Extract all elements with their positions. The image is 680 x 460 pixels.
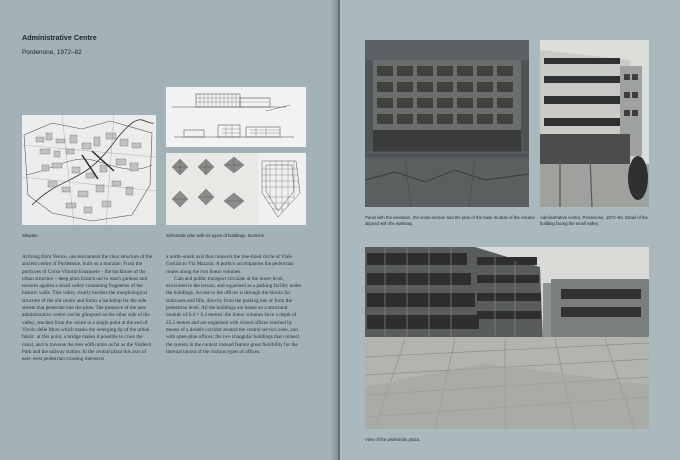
schematic-plan-drawings [166, 153, 306, 225]
elevation-drawings [166, 87, 306, 147]
photo-caption: Administrative centre, Pordenone, 1972–82. Detail of the building facing the small valley. [540, 215, 648, 226]
building-detail-photo [540, 40, 649, 207]
left-page [0, 0, 338, 460]
siteplan-drawing [22, 115, 156, 225]
body-paragraph: a north–south axis that connects the tree-lined circle of Viale Gorizia to Via Mazzini. A portico accompanies the pedestrian routes along the two linear volumes. [166, 254, 294, 275]
body-column-1 [22, 254, 156, 363]
siteplan-caption: Siteplan. [22, 233, 39, 238]
elevation-panel-image [365, 40, 529, 207]
right-page [340, 0, 680, 460]
pedestrian-plaza-photo [365, 247, 649, 429]
panel-caption: Panel with the elevation, the cross-section and the plan of the base module of the volume aligned with the walkway. [365, 215, 535, 226]
plaza-caption: View of the pedestrian plaza. [365, 437, 421, 442]
body-paragraph: Cars and public transport circulate at the lower level, excavated in the terrain, and organised as a parking facility under the buildings. Access to the offices is through the blocks for staircases and lifts, directly from the parking lots or from the pedestrian level. All the buildings are based on a structural module of 6.4 × 6.4 metres: the linear volumes have a depth of 25.2 metres and are organised with closed offices reached by means of a double corridor around the central service zone, and with open-plan offices; the two triangular buildings that connect the system in the context instead feature great flexibility for the internal layout of the various types of offices. [166, 275, 302, 355]
body-paragraph: Arriving from Venice, one encounters the clear structure of the ancient centre of Pordenone, built on a moraine. From the porticoes of Corso Vittorio Emanuele – the backbone of the urban structure – deep plots branch out to reach gardens and terraces against a small valley containing fragments of the historic walls. This valley clearly borders the morphological structure of the old centre and forms a backdrop for the side streets that penetrate into the plots. The presence of the new administrative centre can be glimpsed on the other side of the valley, reached from the centre at a single point at the end of Vicolo delle Mura which marks the emerging tip of the urban fabric: at this point, a bridge makes it possible to cross the canal, and to traverse the new edification as far as the Valdevit Park and the railway station. In the central plaza this axis of east–west pedestrian crossing intersects [22, 254, 153, 363]
schematic-caption: Schematic plan with six types of buildings. Sections. [166, 233, 266, 238]
body-column-2 [166, 254, 304, 356]
page-subtitle: Pordenone, 1972–82 [22, 49, 82, 56]
page-title: Administrative Centre [22, 33, 97, 42]
